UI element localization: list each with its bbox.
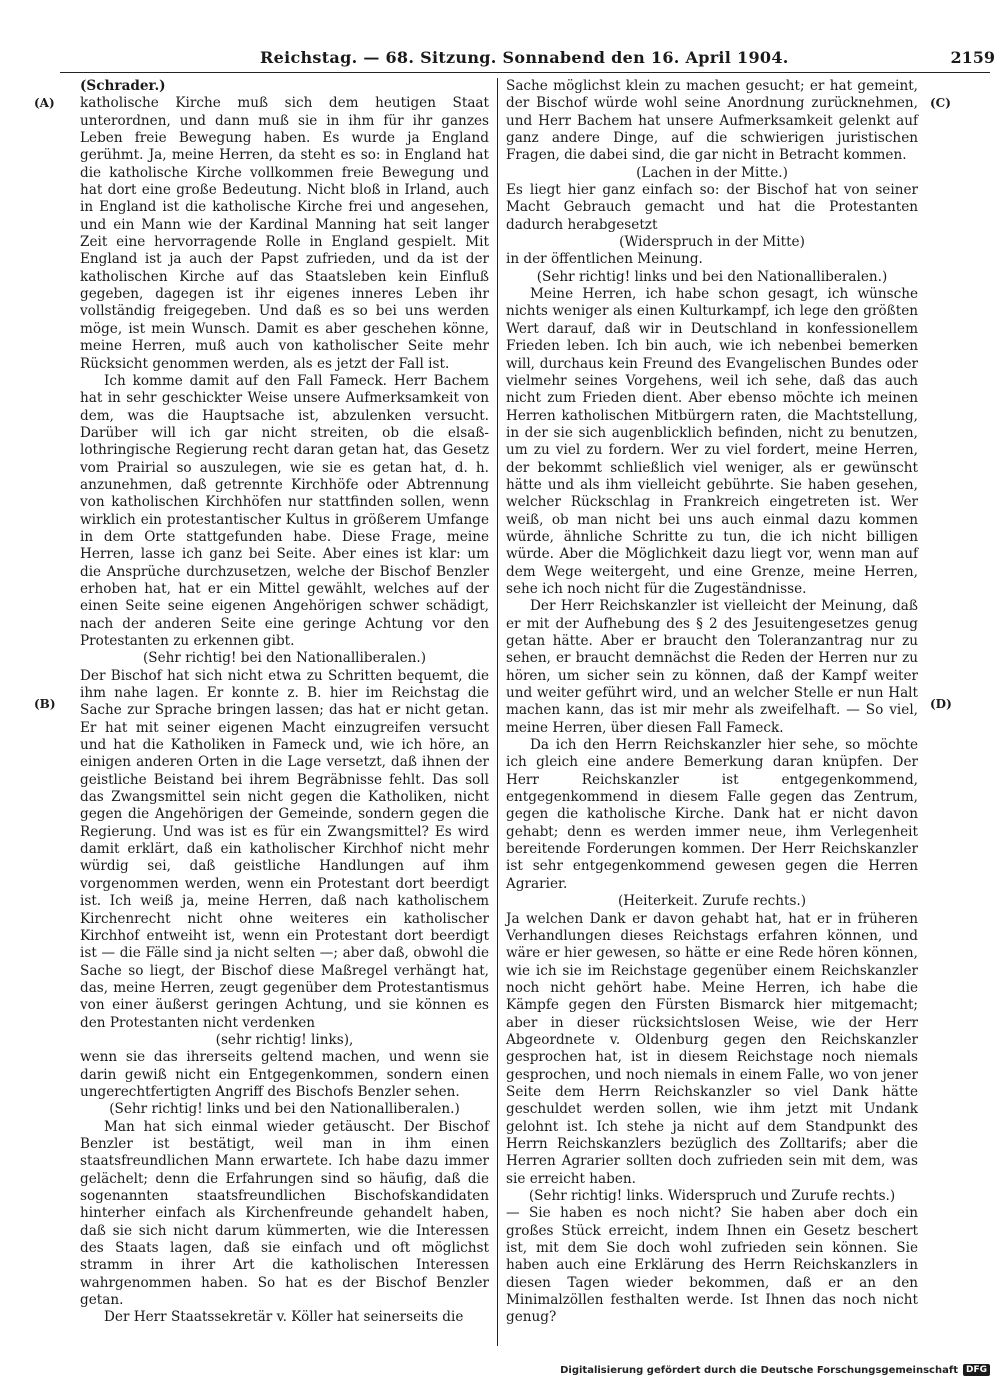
paragraph: Der Herr Reichskanzler ist vielleicht der Meinung, daß er mit der Aufhebung des § 2 des Jesuitengesetzes genug getan hätte. Aber er braucht den Toleranzantrag nur zu sehen, er braucht demnächst die Reden der Herren nur zu hören, um sicher sein zu können, daß der Kampf weiter und weiter geführt wird, und an welcher Stelle er nun Halt machen kann, das ist mir mehr als zweifelhaft. — So viel, meine Herren, über diesen Fall Fameck. [506,598,918,736]
paragraph: wenn sie das ihrerseits geltend machen, und wenn sie darin gewiß nicht ein Entgegenkommen, sondern einen ungerechtfertigten Angriff des Bischofs Benzler sehen. [80,1049,489,1100]
paragraph: Es liegt hier ganz einfach so: der Bischof hat von seiner Macht Gebrauch gemacht und hat die Protestanten dadurch herabgesetzt [506,182,918,233]
interjection: (Sehr richtig! links und bei den Nationalliberalen.) [109,1101,460,1118]
right-column [506,78,918,1327]
footer-text: Digitalisierung gefördert durch die Deutsche Forschungsgemeinschaft [560,1364,958,1376]
page-number: 2159 [950,48,995,67]
paragraph: Sache möglichst klein zu machen gesucht; er hat gemeint, der Bischof würde wohl seine Anordnung zurücknehmen, und Herr Bachem hat unsere Aufmerksamkeit gelenkt auf ganz andere Dinge, auf die schwierigen juristischen Fragen, die dabei sind, die gar nicht in Betracht kommen. [506,78,918,164]
page-header [60,44,995,72]
paragraph: in der öffentlichen Meinung. [506,251,703,268]
interjection: (sehr richtig! links), [215,1031,354,1048]
interjection: (Widerspruch in der Mitte) [619,234,805,251]
dfg-logo: DFG [963,1364,990,1376]
paragraph: Der Bischof hat sich nicht etwa zu Schritten bequemt, die ihm nahe lagen. Er konnte z. B. hier im Reichstag die Sache zur Sprache bringen lassen; das hat er nicht getan. Er hat mit seiner eigenen Macht einzugreifen versucht und hat die Katholiken in Fameck und, wie ich höre, an einigen anderen Orten in die Lage versetzt, daß ihnen der geistliche Beistand bei ihrem Begräbnisse fehlt. Das soll das Zwangsmittel sein nicht gegen die Katholiken, nicht gegen die Angehörigen der Gemeinde, sondern gegen die Regierung. Und was ist es für ein Zwangsmittel? Es wird damit erklärt, daß ein katholischer Kirchhof nicht mehr würdig sei, daß geistliche Handlungen auf ihm vorgenommen werden, wenn ein Protestant dort beerdigt ist. Ich weiß ja, meine Herren, daß nach katholischem Kirchenrecht nicht ohne weiteres ein katholischer Kirchhof entweiht ist, wenn ein Protestant dort beerdigt ist — die Fälle sind ja nicht selten —; aber daß, obwohl die Sache so liegt, der Bischof diese Maßregel verhängt hat, das, meine Herren, zeugt gegenüber dem Protestantismus von einer äußerst geringen Achtung, und sie können es den Protestanten nicht verdenken [80,667,489,1031]
header-rule [60,72,990,73]
interjection: (Sehr richtig! links. Widerspruch und Zurufe rechts.) [528,1188,896,1204]
paragraph: — Sie haben es noch nicht? Sie haben aber doch ein großes Stück erreicht, indem Ihnen ein Gesetz beschert ist, mit dem Sie doch wohl zufrieden sein können. Sie haben auch eine Erklärung des Herrn Reichskanzlers in diesen Tagen wieder bekommen, daß er an den Minimalzöllen festhalten werde. Ist Ihnen das noch nicht genug? [506,1205,918,1326]
paragraph: Ich komme damit auf den Fall Fameck. Herr Bachem hat in sehr geschickter Weise unsere Aufmerksamkeit von dem, was die Hauptsache ist, abzulenken versucht. Darüber will ich gar nicht streiten, ob die elsaß-lothringische Regierung recht daran getan hat, das Gesetz vom Prairial so auszulegen, wie sie es getan hat, d. h. anzunehmen, daß getrennte Kirchhöfe oder Abtrennung von katholischen Kirchhöfen nur stattfinden sollen, wenn wirklich ein protestantischer Kultus in größerem Umfange in dem Orte stattgefunden habe. Diese Frage, meine Herren, lasse ich ganz bei Seite. Aber eines ist klar: um die Ansprüche durchzusetzen, welche der Bischof Benzler erhoben hat, hat er ein Mittel gewählt, welches auf der einen Seite seine eigenen Angehörigen schwer schädigt, nach der anderen Seite eine geringe Achtung vor den Protestanten zu erkennen gibt. [80,372,489,649]
paragraph: Ja welchen Dank er davon gehabt hat, hat er in früheren Verhandlungen dieses Reichstags erfahren können, und wäre er hier gewesen, so hätte er eine Rede hören können, wie ich sie im Reichstage gegenüber einem Reichskanzler noch nicht gehört habe. Meine Herren, ich habe die Kämpfe gegen den Fürsten Bismarck hier mitgemacht; aber in dieser rücksichtslosen Weise, wie der Herr Abgeordnete v. Oldenburg gegen den Reichskanzler gesprochen hat, ist in diesem Reichstage noch niemals gesprochen, und noch niemals in einem Falle, wo von jener Seite dem Herrn Reichskanzler so viel Dank hätte geschuldet werden sollen, wie ihm jetzt mit Undank gelohnt ist. Ich stehe ja nicht auf dem Standpunkt des Herrn Reichskanzlers bezüglich des Zolltarifs; aber die Herren Agrarier sollten doch zufrieden sein mit dem, was sie erreicht haben. [506,910,918,1187]
speaker-name: (Schrader.) [80,78,166,94]
margin-marker-c: (C) [930,96,951,110]
paragraph: Da ich den Herrn Reichskanzler hier sehe, so möchte ich gleich eine andere Bemerkung daran knüpfen. Der Herr Reichskanzler ist entgegenkommend, entgegenkommend in diesem Falle gegen das Zentrum, gegen die katholische Kirche. Dank hat er nicht davon gehabt; denn es werden immer neue, ihm Verlegenheit bereitende Forderungen kommen. Der Herr Reichskanzler ist sehr entgegenkommend gewesen gegen die Herren Agrarier. [506,737,918,892]
running-title: Reichstag. — 68. Sitzung. Sonnabend den 16. April 1904. [260,48,789,67]
interjection: (Sehr richtig! links und bei den Nationalliberalen.) [536,268,888,285]
margin-marker-a: (A) [34,96,55,110]
interjection: (Lachen in der Mitte.) [636,164,788,181]
digitization-footer [560,1364,990,1376]
paragraph: Meine Herren, ich habe schon gesagt, ich wünsche nichts weniger als einen Kulturkampf, ich lege den größten Wert darauf, daß wir in Deutschland in konfessionellem Frieden leben. Ich bin auch, wie ich nebenbei bemerken will, durchaus kein Freund des Evangelischen Bundes oder vielmehr seines Vorgehens, weil ich sehe, daß das auch nicht zum Frieden dient. Aber ebenso möchte ich meinen Herren katholischen Mitbürgern raten, die Machtstellung, in der sie sich augenblicklich befinden, nicht zu benutzen, um zu viel zu fordern. Wer zu viel fordert, meine Herren, der bekommt schließlich viel weniger, als er gewünscht hätte und als ihm vielleicht gebührte. Sie haben gesehen, welcher Rückschlag in Frankreich eingetreten ist. Wer weiß, ob man nicht bei uns auch einmal dazu kommen würde, ähnliche Schritte zu tun, die ich nicht billigen würde. Aber die Möglichkeit dazu liegt vor, wenn man auf dem Wege weitergeht, und eine Grenze, meine Herren, sehe ich noch nicht für die Zugeständnisse. [506,286,918,597]
paragraph: katholische Kirche muß sich dem heutigen Staat unterordnen, und dann muß sie in ihm für ihr ganzes Leben freie Bewegung haben. Es wurde ja England gerühmt. Ja, meine Herren, da steht es so: in England hat die katholische Kirche vollkommen freie Bewegung und hat dort eine große Bedeutung. Nicht bloß in Irland, auch in England ist die katholische Kirche frei und angesehen, und ein Mann wie der Kardinal Manning hat seit langer Zeit eine hervorragende Rolle in England gespielt. Mit England ist ja auch der Papst zufrieden, und da ist der katholischen Kirche auf das Staatsleben kein Einfluß gegeben, dagegen ist ihr eigenes inneres Leben ihr vollständig freigegeben. Und daß es so bei uns werden möge, ist mein Wunsch. Damit es aber geschehen könne, meine Herren, muß auch von katholischer Seite mehr Rücksicht genommen werden, als es jetzt der Fall ist. [80,95,489,372]
paragraph: Man hat sich einmal wieder getäuscht. Der Bischof Benzler ist bestätigt, weil man in ihm einen staatsfreundlichen Mann erwartete. Ich habe dazu immer gelächelt; denn die Erfahrungen sind so häufig, daß die sogenannten staatsfreundlichen Bischofskandidaten hinterher einfach als Kirchenfreunde gehandelt haben, daß sie sich nicht darum kümmerten, wie die Interessen des Staats lagen, daß sie einfach und oft möglichst stramm in ihrer Art die katholischen Interessen wahrgenommen haben. So hat es der Bischof Benzler getan. [80,1118,489,1309]
interjection: (Sehr richtig! bei den Nationalliberalen.) [143,650,426,667]
paragraph: Der Herr Staatssekretär v. Köller hat seinerseits die [104,1309,464,1326]
margin-marker-b: (B) [34,697,56,711]
interjection: (Heiterkeit. Zurufe rechts.) [617,893,807,910]
left-column [80,78,489,1327]
margin-marker-d: (D) [930,697,952,711]
column-divider [497,78,498,1346]
